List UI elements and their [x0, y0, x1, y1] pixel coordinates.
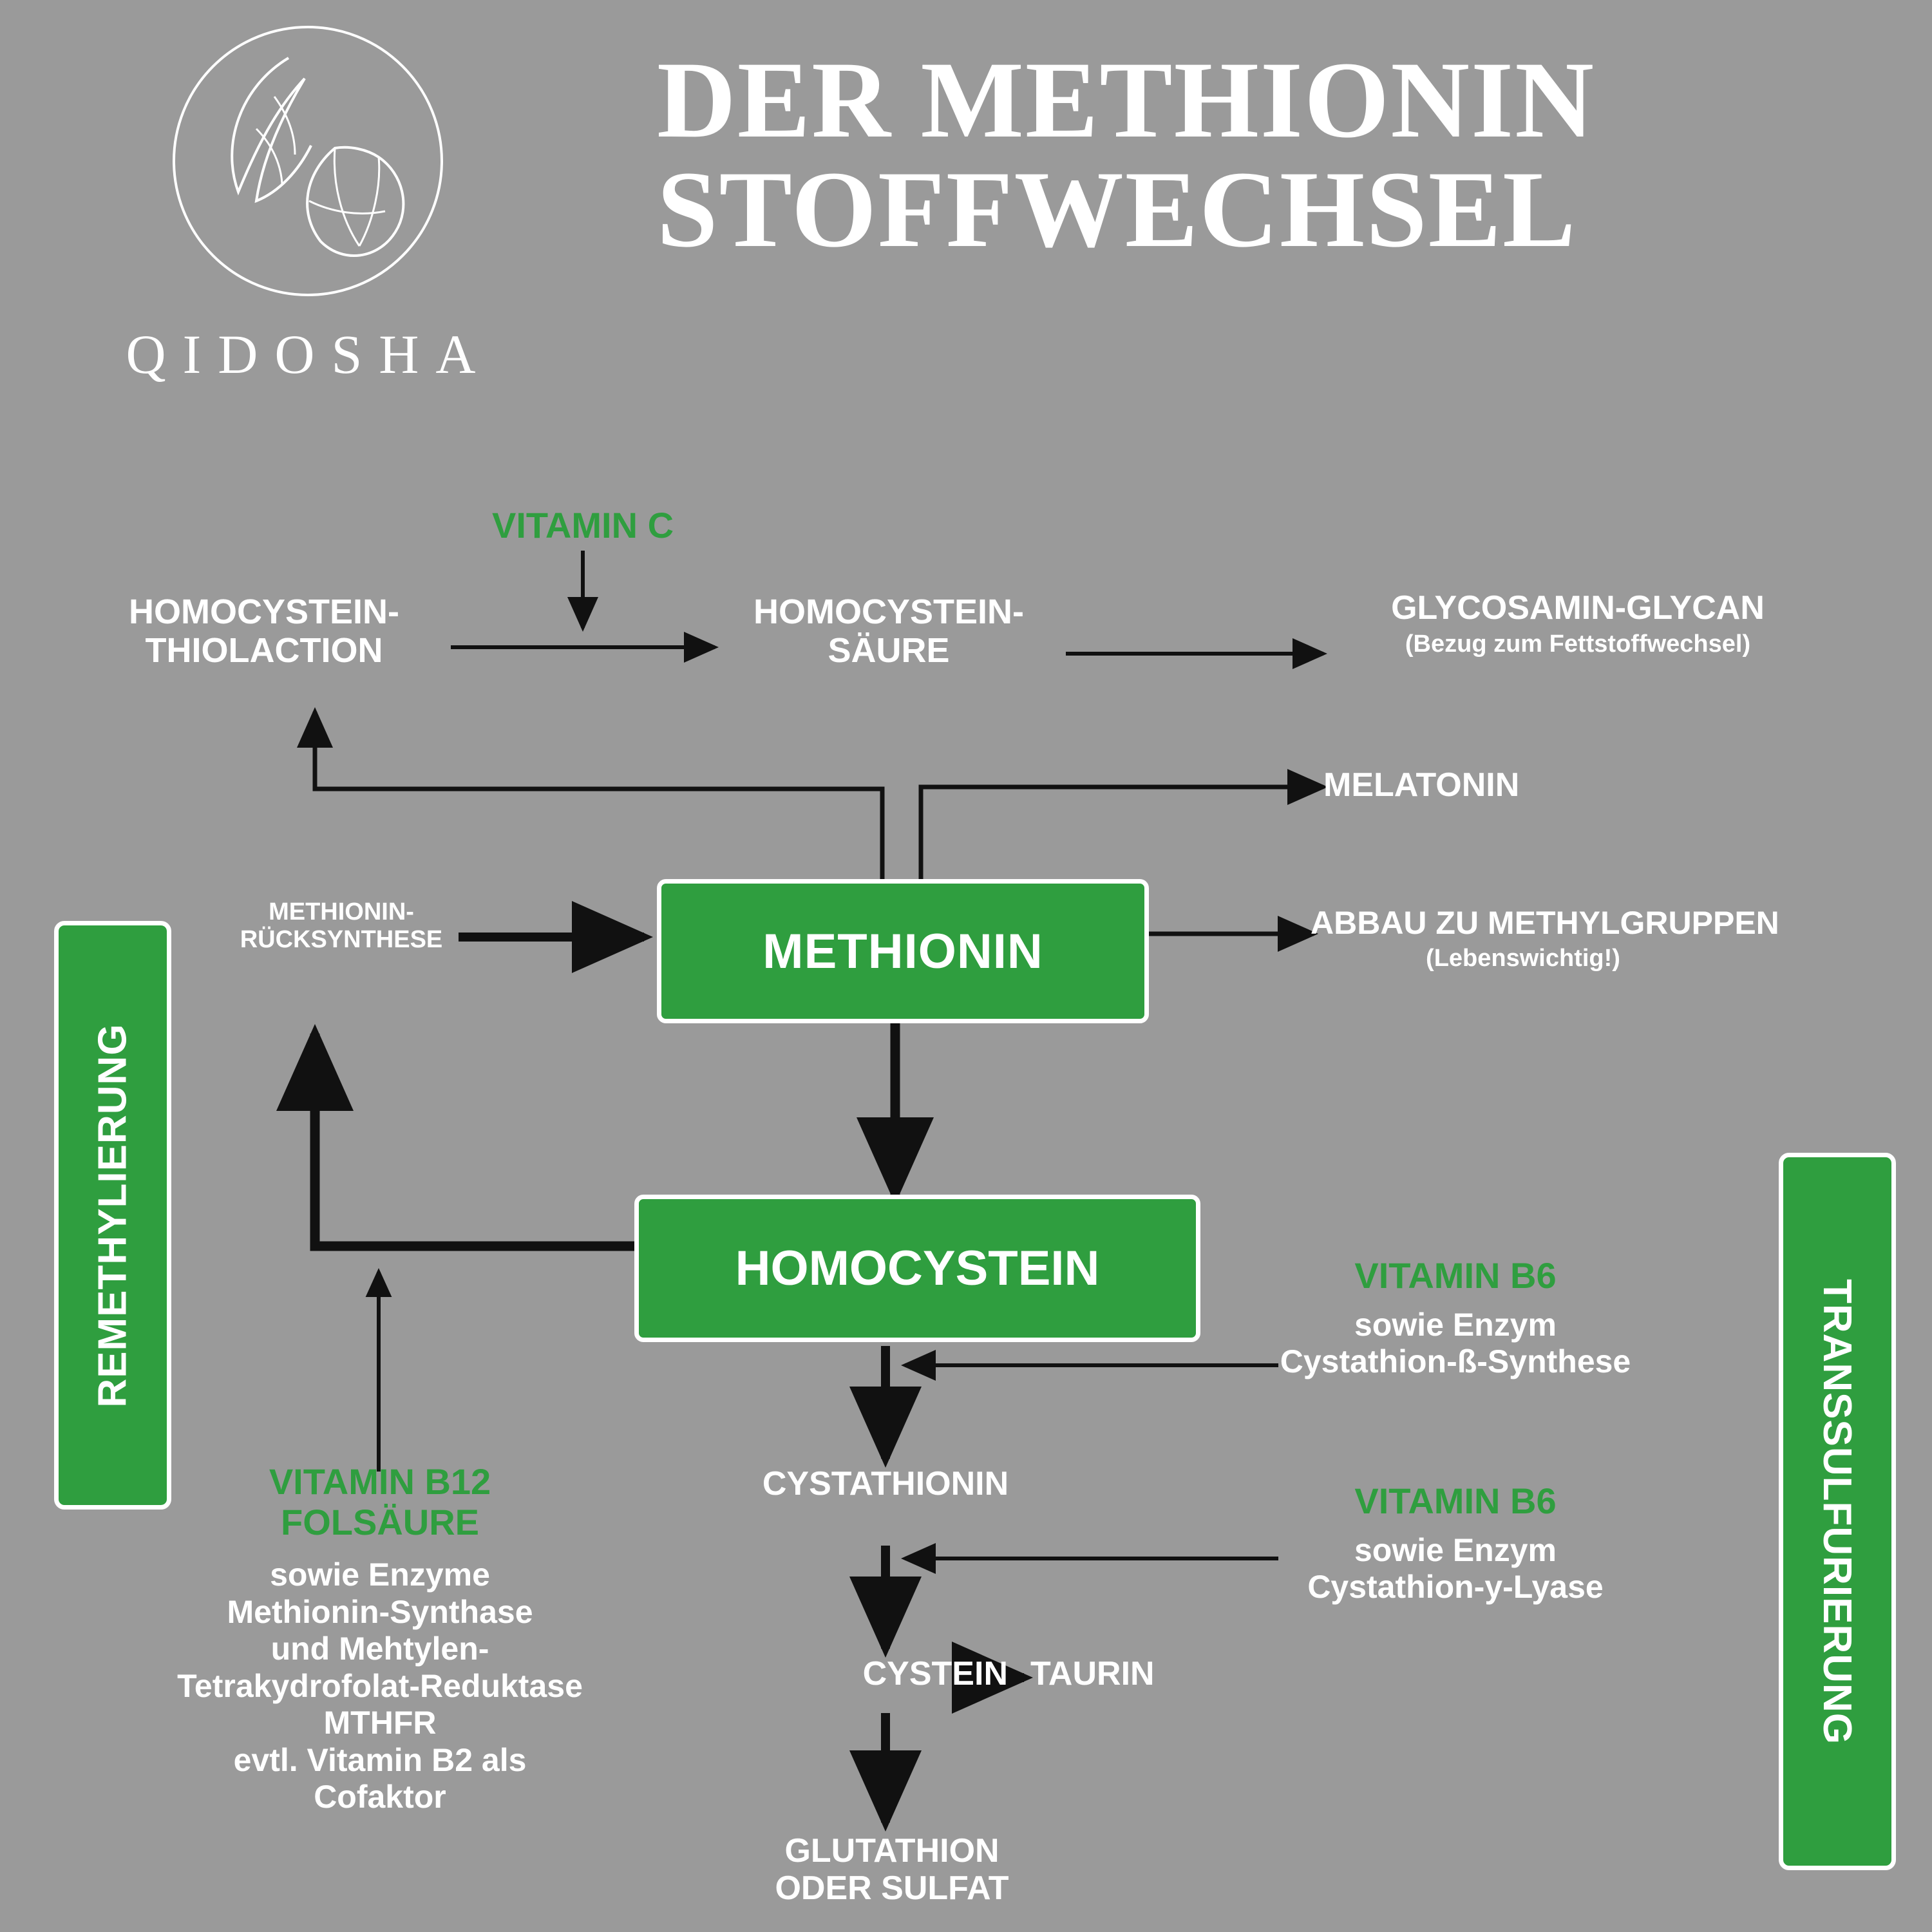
- node-methionin-ruecksynthese-line1: METHIONIN-: [269, 898, 414, 925]
- node-homocystein-saeure: [702, 592, 1075, 670]
- node-homocystein-saeure-line2: SÄURE: [828, 631, 950, 670]
- cofactor-b6-upper-title: VITAMIN B6: [1354, 1255, 1557, 1296]
- node-methionin-box: [657, 879, 1149, 1023]
- cofactor-b12-body-line7: Cofaktor: [314, 1779, 446, 1815]
- node-melatonin: MELATONIN: [1323, 766, 1520, 804]
- cofactor-b6-upper-line1: sowie Enzym: [1354, 1306, 1557, 1343]
- cofactor-b12-block: [90, 1462, 670, 1816]
- node-methionin-ruecksynthese-line2: RÜCKSYNTHESE: [240, 925, 443, 953]
- node-homocystein-box: [634, 1195, 1200, 1342]
- brand-logo-icon: [166, 19, 450, 303]
- cofactor-b12-body-line2: Methionin-Synthase: [227, 1593, 533, 1630]
- cofactor-b6-lower-line2: Cystathion-y-Lyase: [1307, 1569, 1604, 1605]
- node-abbau: [1311, 905, 1909, 972]
- node-methionin-label: METHIONIN: [762, 923, 1043, 979]
- node-homocystein-saeure-line1: HOMOCYSTEIN-: [753, 592, 1024, 631]
- node-abbau-note: (Lebenswichtig!): [1426, 945, 1620, 972]
- banner-transsulfurierung: [1779, 1153, 1896, 1870]
- node-homocystein-thiolaction-line2: THIOLACTION: [145, 631, 383, 670]
- node-vitamin-c: VITAMIN C: [491, 505, 674, 545]
- node-glutathion-line2: ODER SULFAT: [775, 1870, 1009, 1908]
- page-title-line2: STOFFWECHSEL: [657, 149, 1577, 270]
- node-cystein: CYSTEIN: [862, 1655, 1008, 1692]
- node-glycosamin-glycan-label: GLYCOSAMIN-GLYCAN: [1391, 589, 1765, 627]
- node-homocystein-thiolaction: [64, 592, 464, 670]
- cofactor-b12-title-line1: VITAMIN B12: [269, 1461, 491, 1502]
- cofactor-b6-lower-block: [1166, 1481, 1745, 1606]
- page-title: [657, 39, 1913, 270]
- node-glutathion-line1: GLUTATHION: [784, 1832, 999, 1870]
- node-glycosamin-glycan: [1288, 589, 1868, 658]
- brand-name: QIDOSHA: [126, 323, 493, 385]
- cofactor-b12-body-line1: sowie Enzyme: [270, 1557, 490, 1593]
- banner-remethylierung-label: REMETHYLIERUNG: [90, 1023, 135, 1408]
- cofactor-b12-body-line5: MTHFR: [323, 1705, 437, 1741]
- cofactor-b12-title-line2: FOLSÄURE: [281, 1501, 479, 1542]
- cofactor-b6-upper-line2: Cystathion-ß-Synthese: [1280, 1343, 1631, 1380]
- node-homocystein-thiolaction-line1: HOMOCYSTEIN-: [128, 592, 399, 631]
- node-abbau-label: ABBAU ZU METHYLGRUPPEN: [1311, 905, 1779, 941]
- cofactor-b6-lower-title: VITAMIN B6: [1354, 1481, 1557, 1521]
- node-taurin: TAURIN: [1030, 1655, 1155, 1692]
- cofactor-b6-upper-block: [1166, 1256, 1745, 1381]
- node-methionin-ruecksynthese: [213, 898, 470, 953]
- cofactor-b12-body-line6: evtl. Vitamin B2 als: [233, 1741, 527, 1778]
- node-glutathion: [679, 1832, 1104, 1907]
- node-glycosamin-glycan-note: (Bezug zum Fettstoffwechsel): [1405, 630, 1751, 658]
- cofactor-b6-lower-line1: sowie Enzym: [1354, 1531, 1557, 1568]
- node-cystathionin: CYSTATHIONIN: [762, 1465, 1009, 1502]
- cofactor-b12-body-line3: und Mehtylen-: [270, 1631, 489, 1667]
- banner-remethylierung: [54, 921, 171, 1510]
- banner-transsulfurierung-label: TRANSSULFURIERUNG: [1815, 1278, 1860, 1745]
- page-title-line1: DER METHIONIN: [657, 39, 1595, 160]
- node-homocystein-label: HOMOCYSTEIN: [735, 1241, 1100, 1296]
- cofactor-b12-body-line4: Tetrakydrofolat-Reduktase: [177, 1667, 583, 1704]
